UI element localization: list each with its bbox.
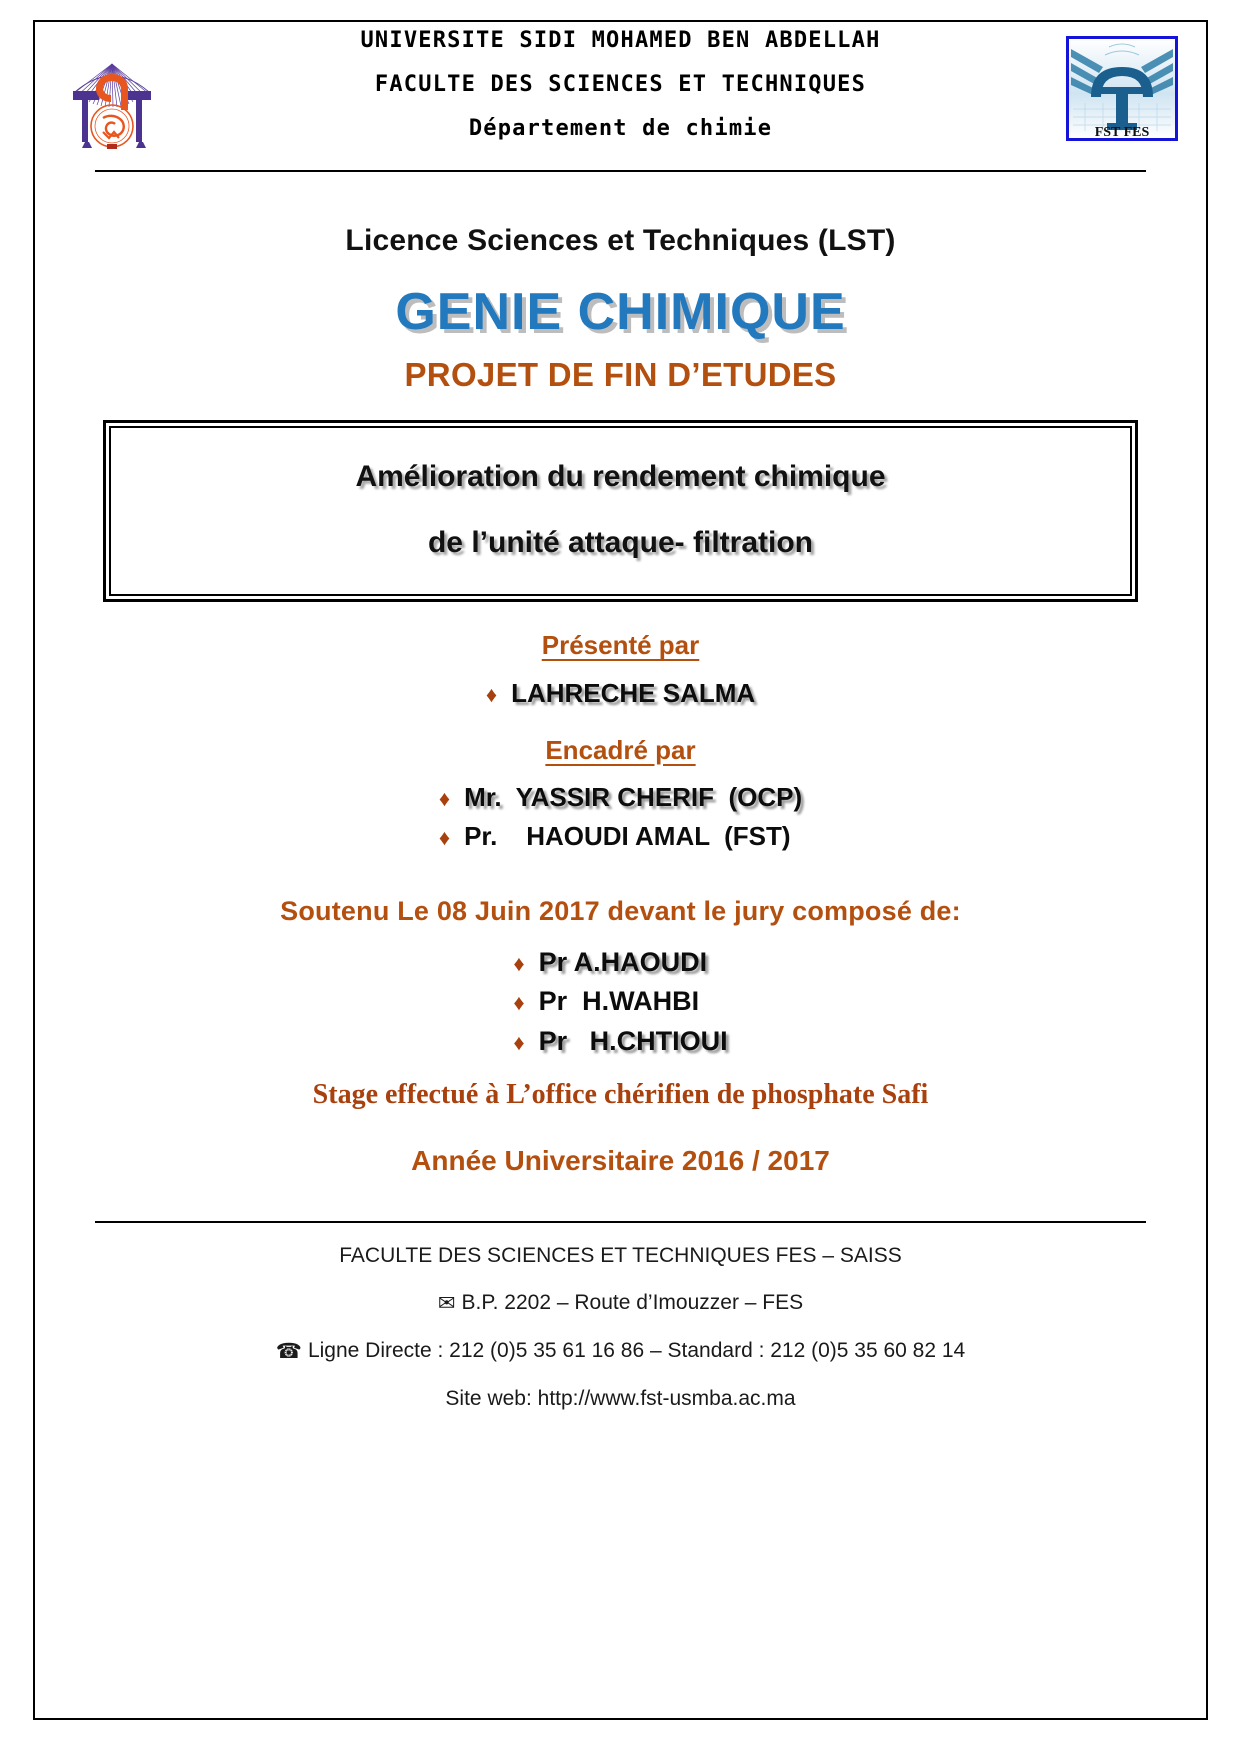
fst-fes-logo-text: FST FES (1094, 125, 1150, 138)
list-item (513, 1022, 727, 1061)
fst-fes-logo (1066, 36, 1178, 141)
diamond-bullet-icon: ♦ (485, 682, 498, 707)
document-page (33, 20, 1208, 1720)
presented-by-label: Présenté par (541, 630, 700, 660)
project-title-box (103, 420, 1138, 602)
footer-website-line: Site web: http://www.fst-usmba.ac.ma (445, 1386, 796, 1410)
department-name: Département de chimie (468, 116, 773, 141)
jury-member-name: Pr H.WAHBI (538, 986, 700, 1017)
document-footer (35, 1245, 1206, 1409)
document-body (35, 224, 1206, 1177)
diamond-bullet-icon: ♦ (513, 950, 525, 976)
document-header (35, 28, 1206, 158)
list-item (439, 817, 802, 856)
footer-divider (95, 1221, 1146, 1223)
internship-line: Stage effectué à L’office chérifien de phosphate Safi (312, 1078, 929, 1110)
supervisor-name: Pr. HAOUDI AMAL (FST) (464, 820, 791, 851)
phone-icon: ☎ (275, 1339, 302, 1363)
supervisor-name: Mr. YASSIR CHERIF (OCP) (464, 781, 803, 812)
header-text-block (185, 30, 1056, 140)
presented-by-list (486, 675, 755, 713)
footer-address-text: B.P. 2202 – Route d’Imouzzer – FES (461, 1290, 804, 1314)
faculty-name: FACULTE DES SCIENCES ET TECHNIQUES (374, 72, 867, 97)
project-title-line-1: Amélioration du rendement chimique (355, 460, 886, 493)
list-item (513, 943, 727, 982)
footer-phone-line (35, 1340, 1206, 1362)
list-item (439, 778, 802, 817)
project-title-box-inner (109, 426, 1132, 596)
usmba-logo (63, 34, 161, 156)
footer-faculty-line: FACULTE DES SCIENCES ET TECHNIQUES FES – SAISS (339, 1243, 902, 1267)
field-title: GENIE CHIMIQUE (395, 283, 846, 341)
header-divider (95, 170, 1146, 172)
university-name: UNIVERSITE SIDI MOHAMED BEN ABDELLAH (360, 28, 881, 53)
diamond-bullet-icon: ♦ (438, 785, 451, 811)
academic-year-line: Année Universitaire 2016 / 2017 (411, 1144, 830, 1176)
list-item (513, 982, 727, 1021)
supervised-by-list (439, 778, 802, 856)
project-title-line-2: de l’unité attaque- filtration (427, 526, 813, 559)
jury-member-name: Pr A.HAOUDI (538, 946, 708, 977)
jury-member-name: Pr H.CHTIOUI (538, 1025, 728, 1056)
diploma-line: Licence Sciences et Techniques (LST) (345, 224, 896, 257)
diamond-bullet-icon: ♦ (513, 1029, 525, 1055)
document-type: PROJET DE FIN D’ETUDES (404, 356, 837, 393)
defense-line: Soutenu Le 08 Juin 2017 devant le jury composé de: (280, 895, 961, 926)
diamond-bullet-icon: ♦ (438, 824, 451, 850)
mail-icon: ✉ (437, 1291, 456, 1315)
list-item (486, 675, 755, 713)
supervised-by-label: Encadré par (545, 734, 696, 765)
diamond-bullet-icon: ♦ (513, 990, 525, 1016)
jury-list (513, 943, 727, 1061)
footer-phone-text: Ligne Directe : 212 (0)5 35 61 16 86 – Standard : 212 (0)5 35 60 82 14 (307, 1338, 966, 1362)
footer-address-line (35, 1292, 1206, 1314)
student-name: LAHRECHE SALMA (511, 678, 756, 708)
